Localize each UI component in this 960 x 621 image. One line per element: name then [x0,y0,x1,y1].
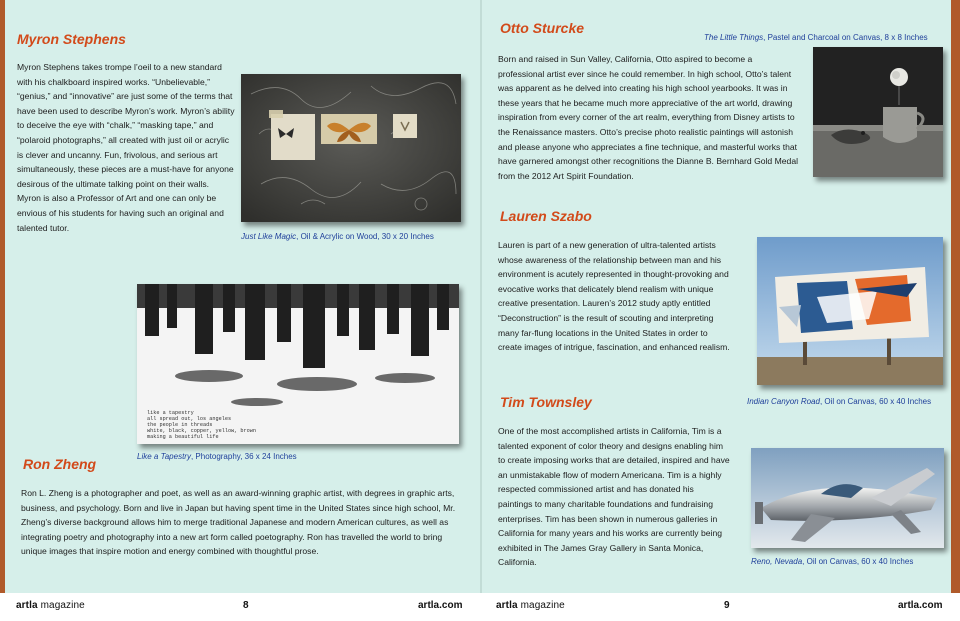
magazine-brand [16,600,85,611]
page-number: 8 [243,600,249,611]
otto-heading: Otto Sturcke [500,20,585,36]
right-page-footer [480,593,960,621]
poem-line: like a tapestry [147,410,194,416]
otto-caption-title: The Little Things [704,33,764,42]
ron-artwork-image [137,284,459,444]
myron-artwork-image [241,74,461,222]
tim-bio: One of the most accomplished artists in California, Tim is a talented exponent of color theory and designs enabling him to create imposing works that are detailed, inspired and have an unmistakable flow of modern Americana. Tim is a highly respected commissioned artist and has donated his paintings to many charitable foundations and fundraising enterprises. Tim has been shown in numerous galleries in California for many years and his works are currently being exhibited in The James Gray Gallery in Santa Monica, California. [498,426,730,568]
page-edge-right [951,0,960,593]
ron-heading: Ron Zheng [23,456,97,472]
lauren-caption-title: Indian Canyon Road [747,397,820,406]
ron-caption-details: , Photography, 36 x 24 Inches [190,452,297,461]
poem-line: the people in threads [147,422,213,428]
otto-artwork-image [813,47,943,177]
lauren-bio: Lauren is part of a new generation of ultra-talented artists whose awareness of the relationship between man and his environment is acutely represented in thought-provoking and evocative works that delicately blend realism with unique creative presentation. Lauren’s 2012 study aptly entitled “Deconstruction” is the result of scouting and interpreting many far-flung locations in the United States in order to create images of intrigue, fascination, and enhanced realism. [498,240,730,353]
otto-caption [704,33,928,42]
ron-bio: Ron L. Zheng is a photographer and poet, as well as an award-winning graphic artist, with degrees in graphic arts, business, and psychology. Born and live in Japan but having spent time in the United States since high school, Mr. Zheng’s diverse background allows him to merge traditional Japanese and modern American cultures, as well as integrating poetry and photography into a new art form called poetography. Ron has travelled the world to bring unique images that inspire motion and energy combined with thoughtful prose. [21,488,456,557]
ron-caption [137,452,297,461]
tim-caption-details: , Oil on Canvas, 60 x 40 Inches [802,557,914,566]
poem-line: all spread out, los angeles [147,416,232,422]
poem-line: making a beautiful life [147,434,219,440]
brand-wordmark: artla [496,600,518,611]
otto-bio: Born and raised in Sun Valley, California, Otto aspired to become a professional artist ever since he could remember. In high school, Otto’s talent was apparent as he delved into creating his high school yearbooks. It was in these years that he became much more appreciative of the art world, drawing inspiration from every corner of the art realm, everything from Disney artists to the Renaissance masters. Otto’s precise photo realistic paintings will astonish and please anyone who appreciates a fine technique, and masterful works that have garnered amongst other recognitions the Dianne B. Bernhard Gold Medal from the 2012 Art Spirit Foundation. [498,54,799,181]
tim-caption [751,557,913,566]
site-url[interactable]: artla.com [418,600,463,611]
magazine-brand [496,600,565,611]
ron-caption-title: Like a Tapestry [137,452,191,461]
otto-caption-details: , Pastel and Charcoal on Canvas, 8 x 8 Inches [763,33,928,42]
poem-overlay [147,410,256,440]
lauren-artwork-image [757,237,943,385]
tim-caption-title: Reno, Nevada [751,557,803,566]
right-page [482,0,951,593]
left-page-footer [0,593,480,621]
lauren-caption [747,397,931,406]
brand-wordmark: artla [16,600,38,611]
myron-heading: Myron Stephens [17,31,126,47]
page-number: 9 [724,600,730,611]
lauren-heading: Lauren Szabo [500,208,592,224]
brand-magazine-label: magazine [40,600,85,611]
tim-artwork-image [751,448,944,548]
brand-magazine-label: magazine [520,600,565,611]
myron-caption [241,232,434,241]
site-url[interactable]: artla.com [898,600,943,611]
myron-bio: Myron Stephens takes trompe l’oeil to a new standard with his chalkboard inspired works. “Unbelievable,” “genius,” and “innovative” are just some of the terms that have been used to describe Myron’s work. Myron’s ability to deceive the eye with “chalk,” “masking tape,” and “polaroid photographs,” all created with just oil or acrylic is clever and uncanny. Fun, frivolous, and serious art simultaneously, these pieces are a must-have for anyone desirous of the ultimate talking point on their walls. Myron is also a Professor of Art and one can only be envious of his students for having such an original and talented tutor. [17,62,235,233]
left-page [5,0,482,593]
lauren-caption-details: , Oil on Canvas, 60 x 40 Inches [819,397,932,406]
poem-line: white, black, copper, yellow, brown [147,428,256,434]
tim-heading: Tim Townsley [500,394,592,410]
myron-caption-title: Just Like Magic [241,232,297,241]
myron-caption-details: , Oil & Acrylic on Wood, 30 x 20 Inches [296,232,434,241]
